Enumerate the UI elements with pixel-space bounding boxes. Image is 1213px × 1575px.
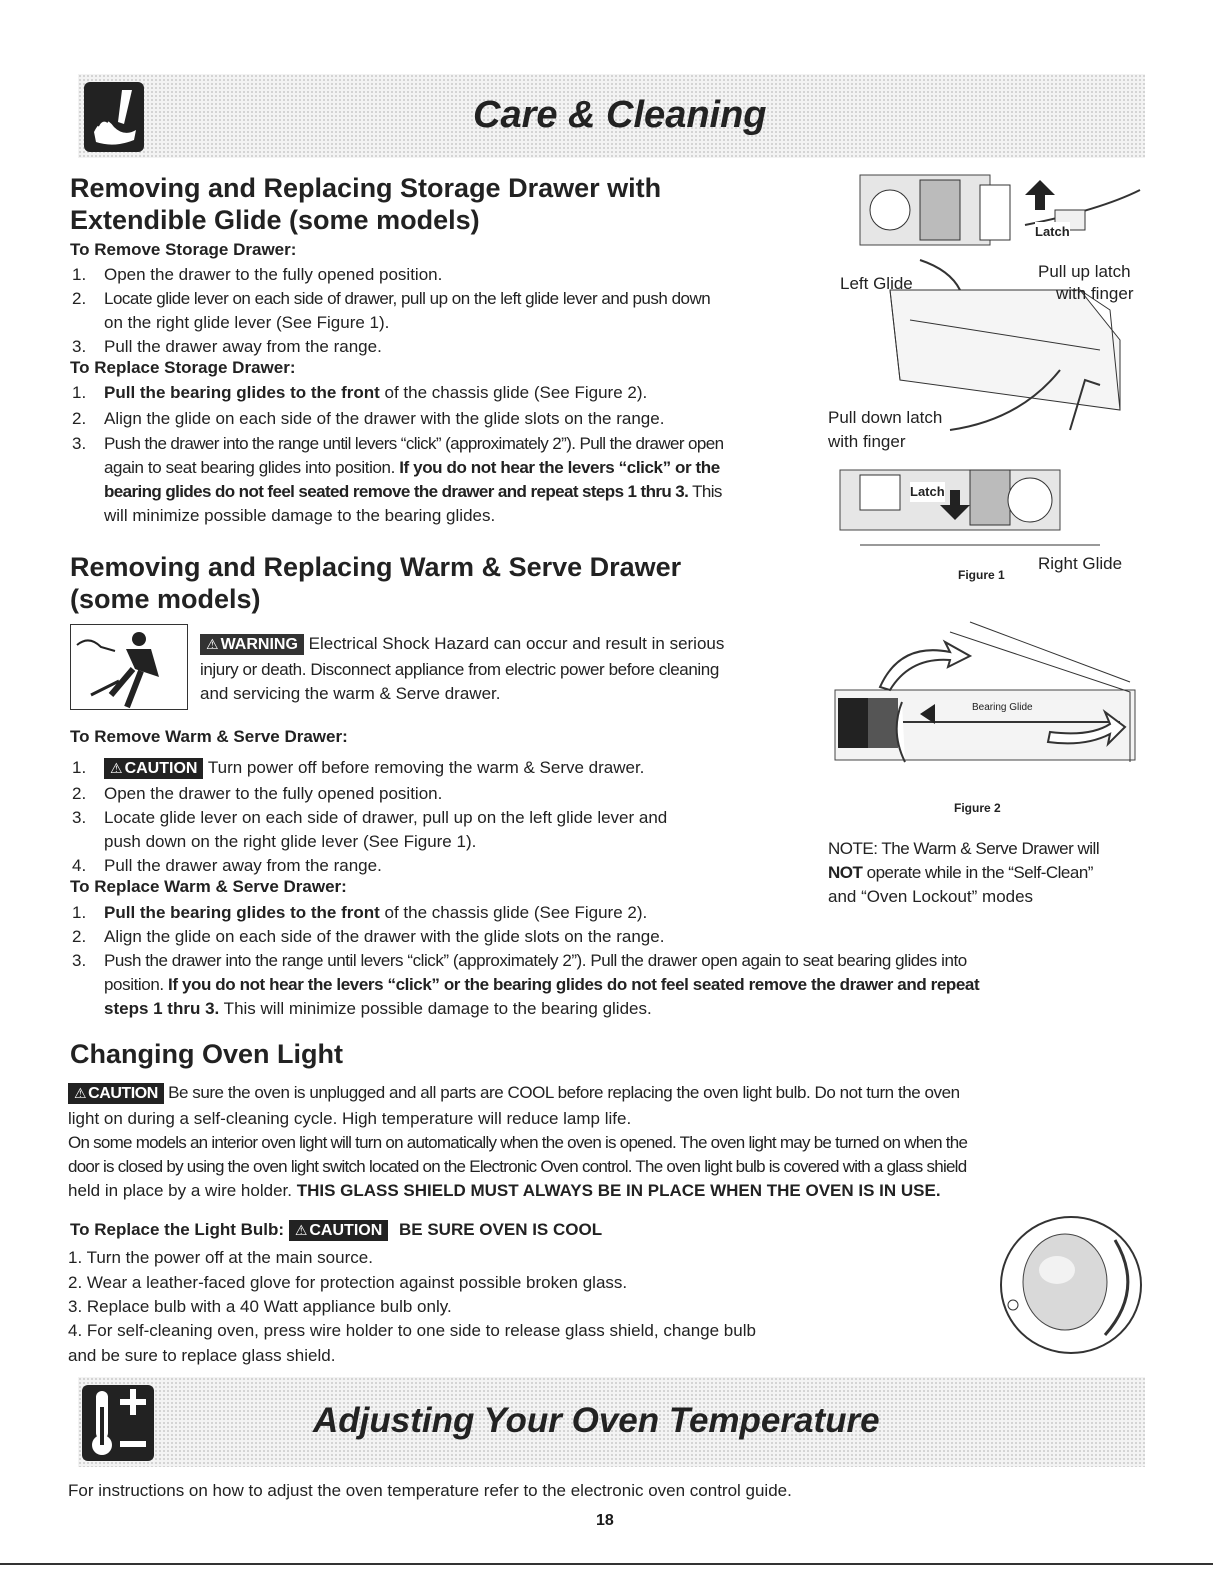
right-glide-label: Right Glide (1038, 554, 1123, 573)
figure-2-caption: Figure 2 (954, 801, 1001, 815)
bearing-glide-illustration (830, 612, 1140, 782)
warning-tag: ⚠ WARNING (200, 634, 304, 655)
pull-down-label-2: with finger (828, 432, 906, 451)
oven-light-para-line-3: held in place by a wire holder. THIS GLASS SHIELD MUST ALWAYS BE IN PLACE WHEN THE OVEN IS IN USE. (68, 1181, 941, 1200)
warning-line-3: and servicing the warm & Serve drawer. (200, 684, 501, 703)
pull-down-label-1: Pull down latch (828, 408, 943, 427)
bulb-step-1: 1. Turn the power off at the main source. (68, 1248, 373, 1267)
subheading-replace-storage: To Replace Storage Drawer: (70, 358, 296, 377)
latch-top-label: Latch (1035, 222, 1070, 242)
cleaning-hand-icon (84, 82, 144, 152)
subheading-remove-storage: To Remove Storage Drawer: (70, 240, 297, 259)
header-banner (78, 74, 1145, 158)
section-title-oven-light: Changing Oven Light (70, 1039, 343, 1069)
oven-light-bulb-illustration (995, 1210, 1147, 1360)
pull-up-label-1: Pull up latch (1038, 262, 1131, 281)
left-glide-label: Left Glide (840, 274, 913, 293)
caution-tag: ⚠ CAUTION (68, 1083, 164, 1104)
subheading-replace-warm-serve: To Replace Warm & Serve Drawer: (70, 877, 347, 896)
oven-light-caution-line-1: ⚠ CAUTION Be sure the oven is unplugged and all parts are COOL before replacing the oven light bulb. Do not turn the oven (68, 1082, 960, 1104)
alert-triangle-icon: ⚠ (294, 1222, 308, 1238)
drawer-glide-illustration (820, 170, 1150, 570)
figure-1 (820, 170, 1150, 590)
note-line-3: and “Oven Lockout” modes (828, 887, 1034, 906)
bearing-glide-label: Bearing Glide (972, 702, 1033, 713)
section-title-adjust-temperature: Adjusting Your Oven Temperature (313, 1401, 880, 1440)
warning-paragraph: ⚠ WARNING Electrical Shock Hazard can occur and result in serious (200, 633, 820, 655)
alert-triangle-icon: ⚠ (74, 1085, 87, 1101)
bulb-step-4: 4. For self-cleaning oven, press wire holder to one side to release glass shield, change bulb (68, 1321, 756, 1340)
page-number: 18 (596, 1512, 614, 1529)
pull-up-label-2: with finger (1056, 284, 1134, 303)
bulb-step-2: 2. Wear a leather-faced glove for protection against possible broken glass. (68, 1273, 628, 1292)
caution-tag: ⚠ CAUTION (289, 1220, 388, 1241)
oven-light-para-line-1: On some models an interior oven light will turn on automatically when the oven is opened. The oven light may be turned on when the (68, 1133, 968, 1152)
section-title-warm-serve: Removing and Replacing Warm & Serve Drawer (some models) (70, 552, 682, 614)
section-title-storage-drawer: Removing and Replacing Storage Drawer with Extendible Glide (some models) (70, 173, 662, 235)
bulb-step-4-continuation: and be sure to replace glass shield. (68, 1346, 336, 1365)
subheading-replace-bulb: To Replace the Light Bulb: ⚠ CAUTION BE SURE OVEN IS COOL (70, 1220, 603, 1239)
thermometer-icon (82, 1385, 154, 1461)
bottom-rule (0, 1563, 1213, 1565)
footer-instructions: For instructions on how to adjust the oven temperature refer to the electronic oven control guide. (68, 1481, 792, 1500)
caution-tag: ⚠ CAUTION (104, 758, 203, 779)
warning-line-2: injury or death. Disconnect appliance from electric power before cleaning (200, 660, 719, 679)
electrical-shock-icon (70, 624, 188, 710)
oven-light-para-line-2: door is closed by using the oven light switch located on the Electronic Oven control. The oven light bulb is covered with a glass shield (68, 1157, 967, 1176)
note-line-1: NOTE: The Warm & Serve Drawer will (828, 839, 1100, 858)
figure-1-caption: Figure 1 (958, 568, 1005, 582)
latch-bottom-label: Latch (910, 482, 945, 502)
alert-triangle-icon: ⚠ (110, 760, 123, 776)
footer-banner (78, 1377, 1145, 1467)
bulb-step-3: 3. Replace bulb with a 40 Watt appliance bulb only. (68, 1297, 452, 1316)
oven-light-caution-line-2: light on during a self-cleaning cycle. High temperature will reduce lamp life. (68, 1109, 632, 1128)
subheading-remove-warm-serve: To Remove Warm & Serve Drawer: (70, 727, 348, 746)
page-title: Care & Cleaning (473, 94, 767, 136)
alert-triangle-icon: ⚠ (206, 636, 219, 652)
note-line-2: NOT operate while in the “Self-Clean” (828, 863, 1093, 882)
figure-2 (830, 612, 1140, 817)
